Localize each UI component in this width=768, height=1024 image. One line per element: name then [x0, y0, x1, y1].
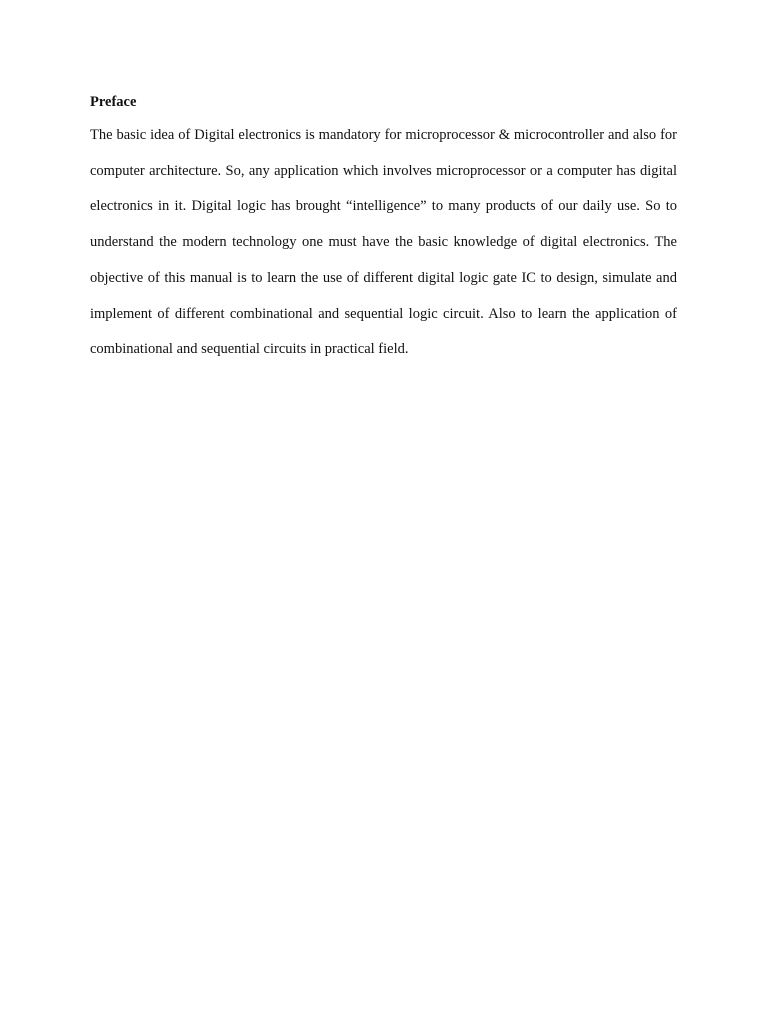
- preface-paragraph: The basic idea of Digital electronics is mandatory for microprocessor & microcontroller and also for computer architecture. So, any application which involves microprocessor or a computer has digital electronics in it. Digital logic has brought “intelligence” to many products of our daily use. So to understand the modern technology one must have the basic knowledge of digital electronics. The objective of this manual is to learn the use of different digital logic gate IC to design, simulate and implement of different combinational and sequential logic circuit. Also to learn the application of combinational and sequential circuits in practical field.: [90, 127, 677, 358]
- section-heading: Preface: [90, 94, 137, 110]
- document-content: [90, 92, 677, 368]
